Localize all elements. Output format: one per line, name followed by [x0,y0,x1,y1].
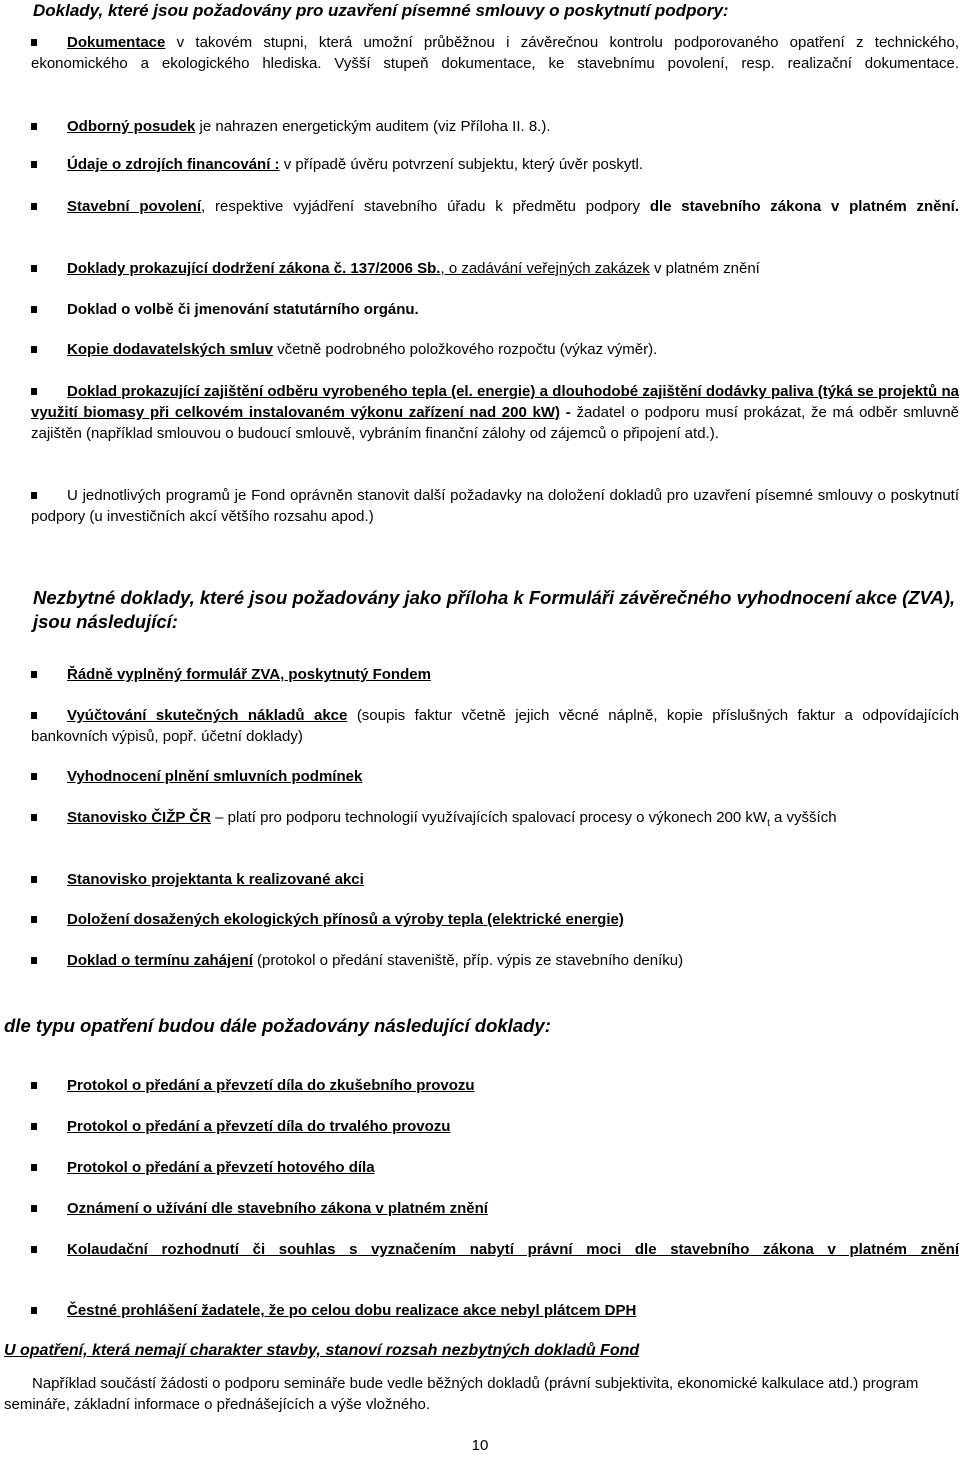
bullet-icon [31,161,37,168]
list-item-contract-fulfilment [31,766,959,787]
list-item-expert-opinion [31,116,959,137]
list-item-ecological-benefits [31,909,959,930]
item-text: (protokol o předání staveniště, příp. výpis ze stavebního deníku) [252,952,684,969]
item-lead: Stanovisko ČIŽP ČR [67,809,211,826]
item-lead: Stanovisko projektanta k realizované akci [67,871,364,888]
list-item-approval-decision [31,1239,959,1260]
item-lead: Doklady prokazující dodržení zákona č. 137/2006 Sb. [67,260,441,277]
bullet-icon [31,916,37,923]
list-item-trial-operation [31,1075,959,1096]
item-lead: Doklad prokazující zajištění odběru vyrobeného tepla (el. energie) a dlouhodobé zajištění dodávky paliva (týká se projektů na využití biomasy při celkovém instalovaném výkonu zařízení nad 200 kW) [31,383,959,421]
item-bold-text: - [560,404,577,421]
list-item-cizp-opinion [31,807,959,834]
item-text: včetně podrobného položkového rozpočtu (výkaz výměr). [272,341,658,358]
item-lead: Kolaudační rozhodnutí či souhlas s vyznačením nabytí právní moci dle stavebního zákona v platném znění [67,1241,959,1258]
bullet-icon [31,492,37,499]
item-lead: Stavební povolení [67,198,202,215]
item-lead: Doklad o termínu zahájení [67,952,253,969]
bullet-icon [31,876,37,883]
bullet-icon [31,671,37,678]
item-lead: Dokumentace [67,34,166,51]
item-text: , respektive vyjádření stavebního úřadu k předmětu podpory [201,198,650,215]
bullet-icon [31,1246,37,1253]
item-lead: Protokol o předání a převzetí hotového díla [67,1159,375,1176]
item-subscript: t [767,818,770,829]
section-heading-contract-documents: Doklady, které jsou požadovány pro uzavření písemné smlouvy o poskytnutí podpory: [33,1,729,20]
list-item-heat-offtake [31,381,959,444]
item-lead: Čestné prohlášení žadatele, že po celou dobu realizace akce nebyl plátcem DPH [67,1302,637,1319]
list-item-permanent-operation [31,1116,959,1137]
seminar-paragraph: Například součástí žádosti o podporu semináře bude vedle běžných dokladů (právní subjektivita, ekonomické kalkulace atd.) program semináře, základní informace o přednášejících a výše vložného. [4,1375,919,1413]
item-lead: Vyhodnocení plnění smluvních podmínek [67,768,363,785]
item-text: (soupis faktur včetně jejich věcné náplně, kopie příslušných faktur a odpovídajících bankovních výpisů, popř. účetní doklady) [31,707,959,745]
item-text-tail: a vyšších [769,809,837,826]
item-text: v platném znění [649,260,760,277]
bullet-icon [31,123,37,130]
list-item-supplier-contracts [31,339,959,360]
bullet-icon [31,388,37,395]
bullet-icon [31,1205,37,1212]
bullet-icon [31,1164,37,1171]
list-item-funding-sources [31,154,959,175]
bullet-icon [31,957,37,964]
list-item-building-permit [31,196,959,217]
bullet-icon [31,814,37,821]
bullet-icon [31,265,37,272]
item-text: v takovém stupni, která umožní průběžnou i závěrečnou kontrolu podporovaného opatření z technického, ekonomického a ekologického hlediska. Vyšší stupeň dokumentace, ke stavebnímu povolení, resp. realizační dokumentace. [31,34,959,72]
bullet-icon [31,306,37,313]
item-text: je nahrazen energetickým auditem (viz Příloha II. 8.). [195,118,551,135]
list-item-zva-form [31,664,959,685]
bullet-icon [31,1082,37,1089]
page-number: 10 [471,1437,489,1454]
section-heading-non-construction: U opatření, která nemají charakter stavby, stanoví rozsah nezbytných dokladů Fond [4,1342,640,1359]
bullet-icon [31,203,37,210]
list-item-start-date [31,950,959,971]
section-heading-final-evaluation: Nezbytné doklady, které jsou požadovány jako příloha k Formuláři závěrečného vyhodnocení akce (ZVA), jsou následující: [33,587,956,632]
item-text-underlined: , o zadávání veřejných zakázek [440,260,650,277]
list-item-procurement-law [31,258,959,279]
list-item-use-notice [31,1198,959,1219]
item-lead: Údaje o zdrojích financování : [67,156,280,173]
list-item-vat-declaration [31,1300,959,1321]
item-text: v případě úvěru potvrzení subjektu, který úvěr poskytl. [279,156,644,173]
item-bold-text: dle stavebního zákona v platném znění. [649,198,959,215]
item-lead: Doložení dosažených ekologických přínosů a výroby tepla (elektrické energie) [67,911,624,928]
bullet-icon [31,39,37,46]
item-lead: Protokol o předání a převzetí díla do trvalého provozu [67,1118,451,1135]
item-text: žadatel o podporu musí prokázat, že má odběr smluvně zajištěn (například smlouvou o budoucí smlouvě, vybráním finanční zálohy od zájemců o připojení atd.). [31,404,959,442]
item-lead: Kopie dodavatelských smluv [67,341,273,358]
section-heading-additional-documents: dle typu opatření budou dále požadovány následující doklady: [4,1015,551,1036]
item-lead: Oznámení o užívání dle stavebního zákona v platném znění [67,1200,488,1217]
item-text: U jednotlivých programů je Fond oprávněn stanovit další požadavky na doložení dokladů pro uzavření písemné smlouvy o poskytnutí podpory (u investičních akcí většího rozsahu apod.) [31,487,959,525]
bullet-icon [31,712,37,719]
item-lead: Doklad o volbě či jmenování statutárního orgánu. [67,301,419,318]
item-lead: Vyúčtování skutečných nákladů akce [67,707,348,724]
list-item-designer-opinion [31,869,959,890]
list-item-cost-statement [31,705,959,747]
list-item-documentation [31,32,959,74]
item-lead: Odborný posudek [67,118,196,135]
list-item-statutory-body [31,299,959,320]
item-text: – platí pro podporu technologií využívajících spalovací procesy o výkonech 200 kW [210,809,768,826]
list-item-fund-requirements [31,485,959,527]
list-item-finished-work [31,1157,959,1178]
bullet-icon [31,346,37,353]
bullet-icon [31,1307,37,1314]
bullet-icon [31,1123,37,1130]
bullet-icon [31,773,37,780]
item-lead: Řádně vyplněný formulář ZVA, poskytnutý Fondem [67,666,431,683]
item-lead: Protokol o předání a převzetí díla do zkušebního provozu [67,1077,475,1094]
